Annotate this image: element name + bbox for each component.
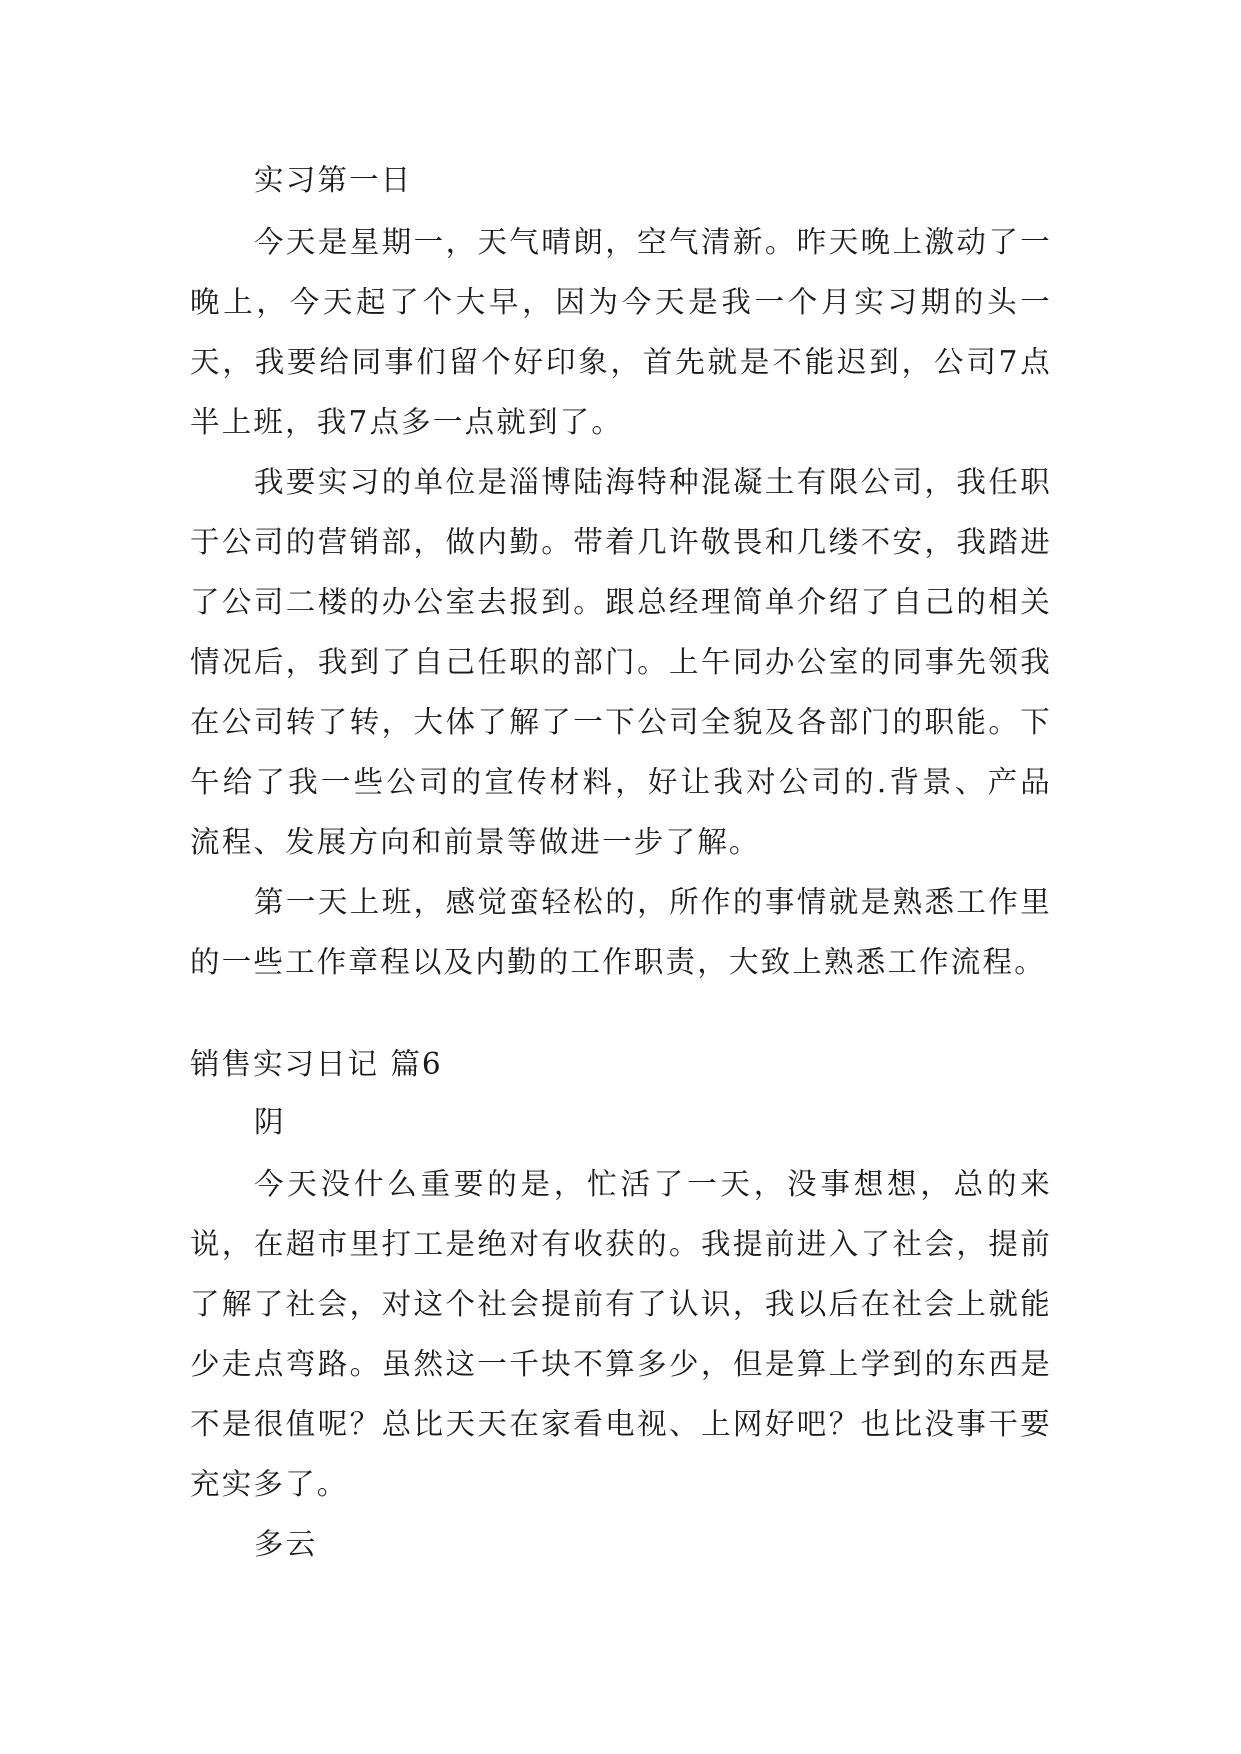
paragraph-company-introduction: 我要实习的单位是淄博陆海特种混凝土有限公司，我任职于公司的营销部，做内勤。带着几许敬畏和几缕不安，我踏进了公司二楼的办公室去报到。跟总经理简单介绍了自己的相关情况后，我到了自己任职的部门。上午同办公室的同事先领我在公司转了转，大体了解了一下公司全貌及各部门的职能。下午给了我一些公司的宣传材料，好让我对公司的.背景、产品流程、发展方向和前景等做进一步了解。	[190, 465, 1052, 859]
weather-label: 阴	[254, 1105, 286, 1139]
paragraph-first-day-summary: 第一天上班，感觉蛮轻松的，所作的事情就是熟悉工作里的一些工作章程以及内勤的工作职责，大致上熟悉工作流程。	[190, 885, 1052, 979]
entry-title: 实习第一日	[254, 163, 413, 197]
paragraph-first-day-arrival: 今天是星期一，天气晴朗，空气清新。昨天晚上激动了一晚上，今天起了个大早，因为今天是我一个月实习期的头一天，我要给同事们留个好印象，首先就是不能迟到，公司7点半上班，我7点多一点就到了。	[190, 225, 1052, 439]
weather-label: 多云	[254, 1527, 318, 1561]
section-heading: 销售实习日记 篇6	[190, 1047, 443, 1081]
paragraph-supermarket-reflection: 今天没什么重要的是，忙活了一天，没事想想，总的来说，在超市里打工是绝对有收获的。我提前进入了社会，提前了解了社会，对这个社会提前有了认识，我以后在社会上就能少走点弯路。虽然这一千块不算多少，但是算上学到的东西是不是很值呢？总比天天在家看电视、上网好吧？也比没事干要充实多了。	[190, 1167, 1052, 1501]
